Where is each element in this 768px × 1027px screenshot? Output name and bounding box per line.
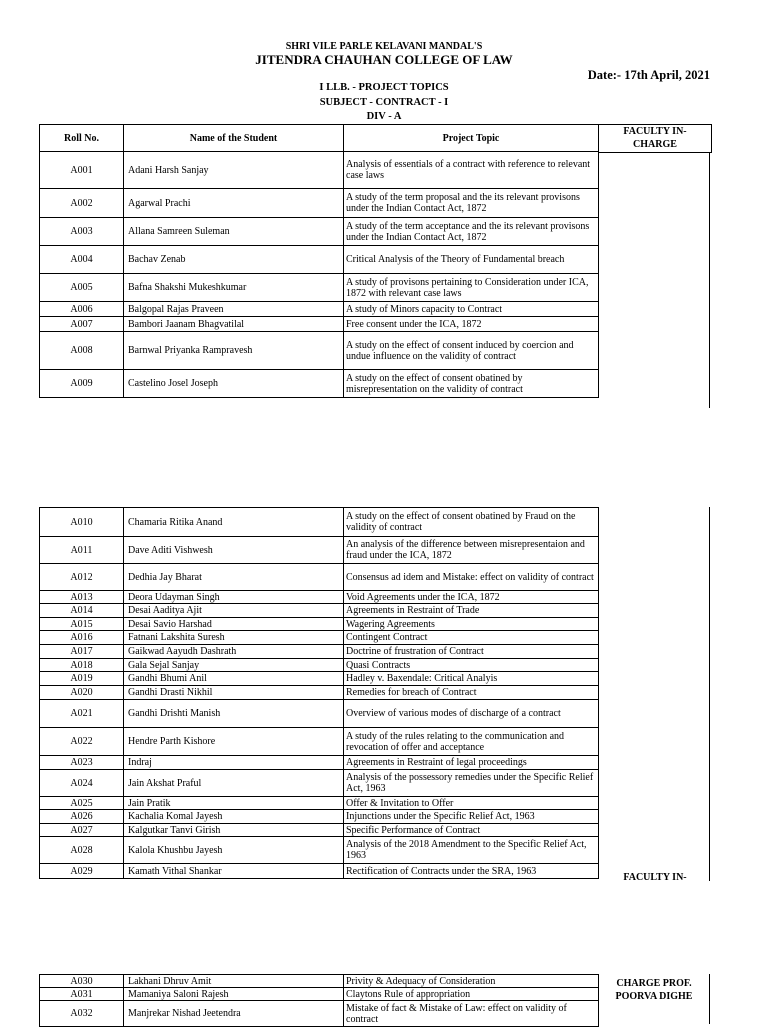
project-topic-cell: Hadley v. Baxendale: Critical Analyis (344, 672, 599, 686)
table-row (40, 604, 599, 618)
roll-cell: A032 (40, 1001, 124, 1027)
project-topic-cell: Wagering Agreements (344, 618, 599, 631)
table-row (40, 302, 599, 317)
table-row (40, 810, 599, 824)
project-topic-cell: Claytons Rule of appropriation (344, 988, 599, 1001)
table-row (40, 274, 599, 302)
roll-cell: A003 (40, 218, 124, 246)
table-row (40, 975, 599, 988)
student-name-cell: Gala Sejal Sanjay (124, 659, 344, 672)
project-topic-cell: A study of the term proposal and the its relevant provisons under the Indian Contact Act, 1872 (344, 189, 599, 218)
project-topic-cell: A study on the effect of consent induced by coercion and undue influence on the validity of contract (344, 332, 599, 370)
table-row (40, 370, 599, 398)
roll-cell: A013 (40, 591, 124, 604)
roll-cell: A031 (40, 988, 124, 1001)
student-name-cell: Agarwal Prachi (124, 189, 344, 218)
project-topic-cell: Offer & Invitation to Offer (344, 797, 599, 810)
student-name-cell: Kachalia Komal Jayesh (124, 810, 344, 824)
roll-cell: A022 (40, 728, 124, 756)
table-row (40, 152, 599, 189)
student-name-cell: Indraj (124, 756, 344, 770)
project-topic-cell: A study of the rules relating to the communication and revocation of offer and acceptance (344, 728, 599, 756)
roll-cell: A019 (40, 672, 124, 686)
student-name-cell: Barnwal Priyanka Rampravesh (124, 332, 344, 370)
org-name: SHRI VILE PARLE KELAVANI MANDAL'S (285, 41, 483, 52)
topics-table-3 (39, 974, 599, 1027)
faculty-note-mid: FACULTY IN- (623, 872, 687, 883)
table-row (40, 700, 599, 728)
project-topic-cell: Analysis of the possessory remedies under the Specific Relief Act, 1963 (344, 770, 599, 797)
roll-cell: A005 (40, 274, 124, 302)
division-title: DIV - A (366, 111, 402, 122)
table-row (40, 631, 599, 645)
roll-cell: A025 (40, 797, 124, 810)
table-body-3 (40, 975, 599, 1027)
roll-cell: A024 (40, 770, 124, 797)
student-name-cell: Gaikwad Aayudh Dashrath (124, 645, 344, 659)
project-topic-cell: Doctrine of frustration of Contract (344, 645, 599, 659)
project-topic-cell: A study of provisons pertaining to Consideration under ICA, 1872 with relevant case laws (344, 274, 599, 302)
table-row (40, 317, 599, 332)
student-name-cell: Chamaria Ritika Anand (124, 508, 344, 537)
student-name-cell: Jain Akshat Praful (124, 770, 344, 797)
student-name-cell: Gandhi Drishti Manish (124, 700, 344, 728)
column-header-roll: Roll No. (40, 125, 124, 152)
roll-cell: A026 (40, 810, 124, 824)
table-row (40, 864, 599, 879)
faculty-note-bottom: CHARGE PROF. POORVA DIGHE (615, 978, 693, 1002)
table-row (40, 218, 599, 246)
roll-cell: A009 (40, 370, 124, 398)
roll-cell: A017 (40, 645, 124, 659)
table-body-2 (40, 508, 599, 879)
faculty-header-label: FACULTY IN-CHARGE (623, 126, 687, 150)
project-topic-cell: A study of the term acceptance and the its relevant provisons under the Indian Contact Act, 1872 (344, 218, 599, 246)
project-topic-cell: Analysis of the 2018 Amendment to the Specific Relief Act, 1963 (344, 837, 599, 864)
student-name-cell: Dave Aditi Vishwesh (124, 537, 344, 564)
table-row (40, 756, 599, 770)
table-row (40, 659, 599, 672)
student-name-cell: Kalgutkar Tanvi Girish (124, 824, 344, 837)
table-row (40, 508, 599, 537)
project-topic-cell: Agreements in Restraint of legal proceedings (344, 756, 599, 770)
roll-cell: A002 (40, 189, 124, 218)
roll-cell: A016 (40, 631, 124, 645)
table-row (40, 770, 599, 797)
roll-cell: A011 (40, 537, 124, 564)
table-body-1 (40, 152, 599, 398)
roll-cell: A027 (40, 824, 124, 837)
student-name-cell: Bachav Zenab (124, 246, 344, 274)
roll-cell: A029 (40, 864, 124, 879)
roll-cell: A021 (40, 700, 124, 728)
project-topic-cell: Specific Performance of Contract (344, 824, 599, 837)
project-topic-cell: Remedies for breach of Contract (344, 686, 599, 700)
project-topic-cell: Consensus ad idem and Mistake: effect on validity of contract (344, 564, 599, 591)
faculty-column-line-1 (709, 152, 710, 408)
project-topic-cell: Contingent Contract (344, 631, 599, 645)
student-name-cell: Gandhi Bhumi Anil (124, 672, 344, 686)
table-row (40, 618, 599, 631)
student-name-cell: Castelino Josel Joseph (124, 370, 344, 398)
project-topic-cell: Quasi Contracts (344, 659, 599, 672)
project-topic-cell: Rectification of Contracts under the SRA, 1963 (344, 864, 599, 879)
student-name-cell: Balgopal Rajas Praveen (124, 302, 344, 317)
student-name-cell: Hendre Parth Kishore (124, 728, 344, 756)
student-name-cell: Mamaniya Saloni Rajesh (124, 988, 344, 1001)
project-topic-cell: Free consent under the ICA, 1872 (344, 317, 599, 332)
topics-table-1 (39, 124, 599, 398)
student-name-cell: Dedhia Jay Bharat (124, 564, 344, 591)
roll-cell: A015 (40, 618, 124, 631)
student-name-cell: Deora Udayman Singh (124, 591, 344, 604)
table-row (40, 988, 599, 1001)
project-topic-cell: An analysis of the difference between misrepresentaion and fraud under the ICA, 1872 (344, 537, 599, 564)
table-row (40, 1001, 599, 1027)
column-header-topic: Project Topic (344, 125, 599, 152)
roll-cell: A014 (40, 604, 124, 618)
table-row (40, 564, 599, 591)
roll-cell: A006 (40, 302, 124, 317)
roll-cell: A010 (40, 508, 124, 537)
student-name-cell: Jain Pratik (124, 797, 344, 810)
student-name-cell: Gandhi Drasti Nikhil (124, 686, 344, 700)
student-name-cell: Bafna Shakshi Mukeshkumar (124, 274, 344, 302)
roll-cell: A020 (40, 686, 124, 700)
project-topic-cell: Injunctions under the Specific Relief Act, 1963 (344, 810, 599, 824)
table-row (40, 189, 599, 218)
student-name-cell: Manjrekar Nishad Jeetendra (124, 1001, 344, 1027)
roll-cell: A007 (40, 317, 124, 332)
roll-cell: A018 (40, 659, 124, 672)
column-header-name: Name of the Student (124, 125, 344, 152)
faculty-column-line-3 (709, 974, 710, 1024)
roll-cell: A012 (40, 564, 124, 591)
project-topic-cell: Critical Analysis of the Theory of Fundamental breach (344, 246, 599, 274)
table-row (40, 728, 599, 756)
table-row (40, 537, 599, 564)
faculty-column-header (598, 124, 712, 153)
project-topic-cell: Void Agreements under the ICA, 1872 (344, 591, 599, 604)
table-row (40, 332, 599, 370)
table-row (40, 824, 599, 837)
roll-cell: A008 (40, 332, 124, 370)
roll-cell: A030 (40, 975, 124, 988)
college-name: JITENDRA CHAUHAN COLLEGE OF LAW (255, 52, 513, 67)
table-row (40, 837, 599, 864)
table-row (40, 645, 599, 659)
table-row (40, 797, 599, 810)
roll-cell: A004 (40, 246, 124, 274)
project-topic-cell: Agreements in Restraint of Trade (344, 604, 599, 618)
topics-table-2 (39, 507, 599, 879)
faculty-column-line-2 (709, 507, 710, 881)
student-name-cell: Allana Samreen Suleman (124, 218, 344, 246)
document-date: Date:- 17th April, 2021 (587, 68, 710, 82)
project-topic-cell: Analysis of essentials of a contract with reference to relevant case laws (344, 152, 599, 189)
project-topic-cell: Privity & Adequacy of Consideration (344, 975, 599, 988)
student-name-cell: Bambori Jaanam Bhagvatilal (124, 317, 344, 332)
roll-cell: A023 (40, 756, 124, 770)
table-row (40, 672, 599, 686)
table-row (40, 591, 599, 604)
student-name-cell: Lakhani Dhruv Amit (124, 975, 344, 988)
project-topic-cell: Overview of various modes of discharge of a contract (344, 700, 599, 728)
student-name-cell: Desai Savio Harshad (124, 618, 344, 631)
project-topic-cell: A study on the effect of consent obatined by misrepresentation on the validity of contract (344, 370, 599, 398)
student-name-cell: Desai Aaditya Ajit (124, 604, 344, 618)
student-name-cell: Kalola Khushbu Jayesh (124, 837, 344, 864)
project-topic-cell: A study on the effect of consent obatined by Fraud on the validity of contract (344, 508, 599, 537)
project-topic-cell: Mistake of fact & Mistake of Law: effect on validity of contract (344, 1001, 599, 1027)
student-name-cell: Fatnani Lakshita Suresh (124, 631, 344, 645)
course-title: I LLB. - PROJECT TOPICS (319, 82, 449, 93)
table-row (40, 246, 599, 274)
project-topic-cell: A study of Minors capacity to Contract (344, 302, 599, 317)
subject-title: SUBJECT - CONTRACT - I (319, 97, 449, 108)
student-name-cell: Kamath Vithal Shankar (124, 864, 344, 879)
student-name-cell: Adani Harsh Sanjay (124, 152, 344, 189)
table-row (40, 686, 599, 700)
roll-cell: A001 (40, 152, 124, 189)
roll-cell: A028 (40, 837, 124, 864)
